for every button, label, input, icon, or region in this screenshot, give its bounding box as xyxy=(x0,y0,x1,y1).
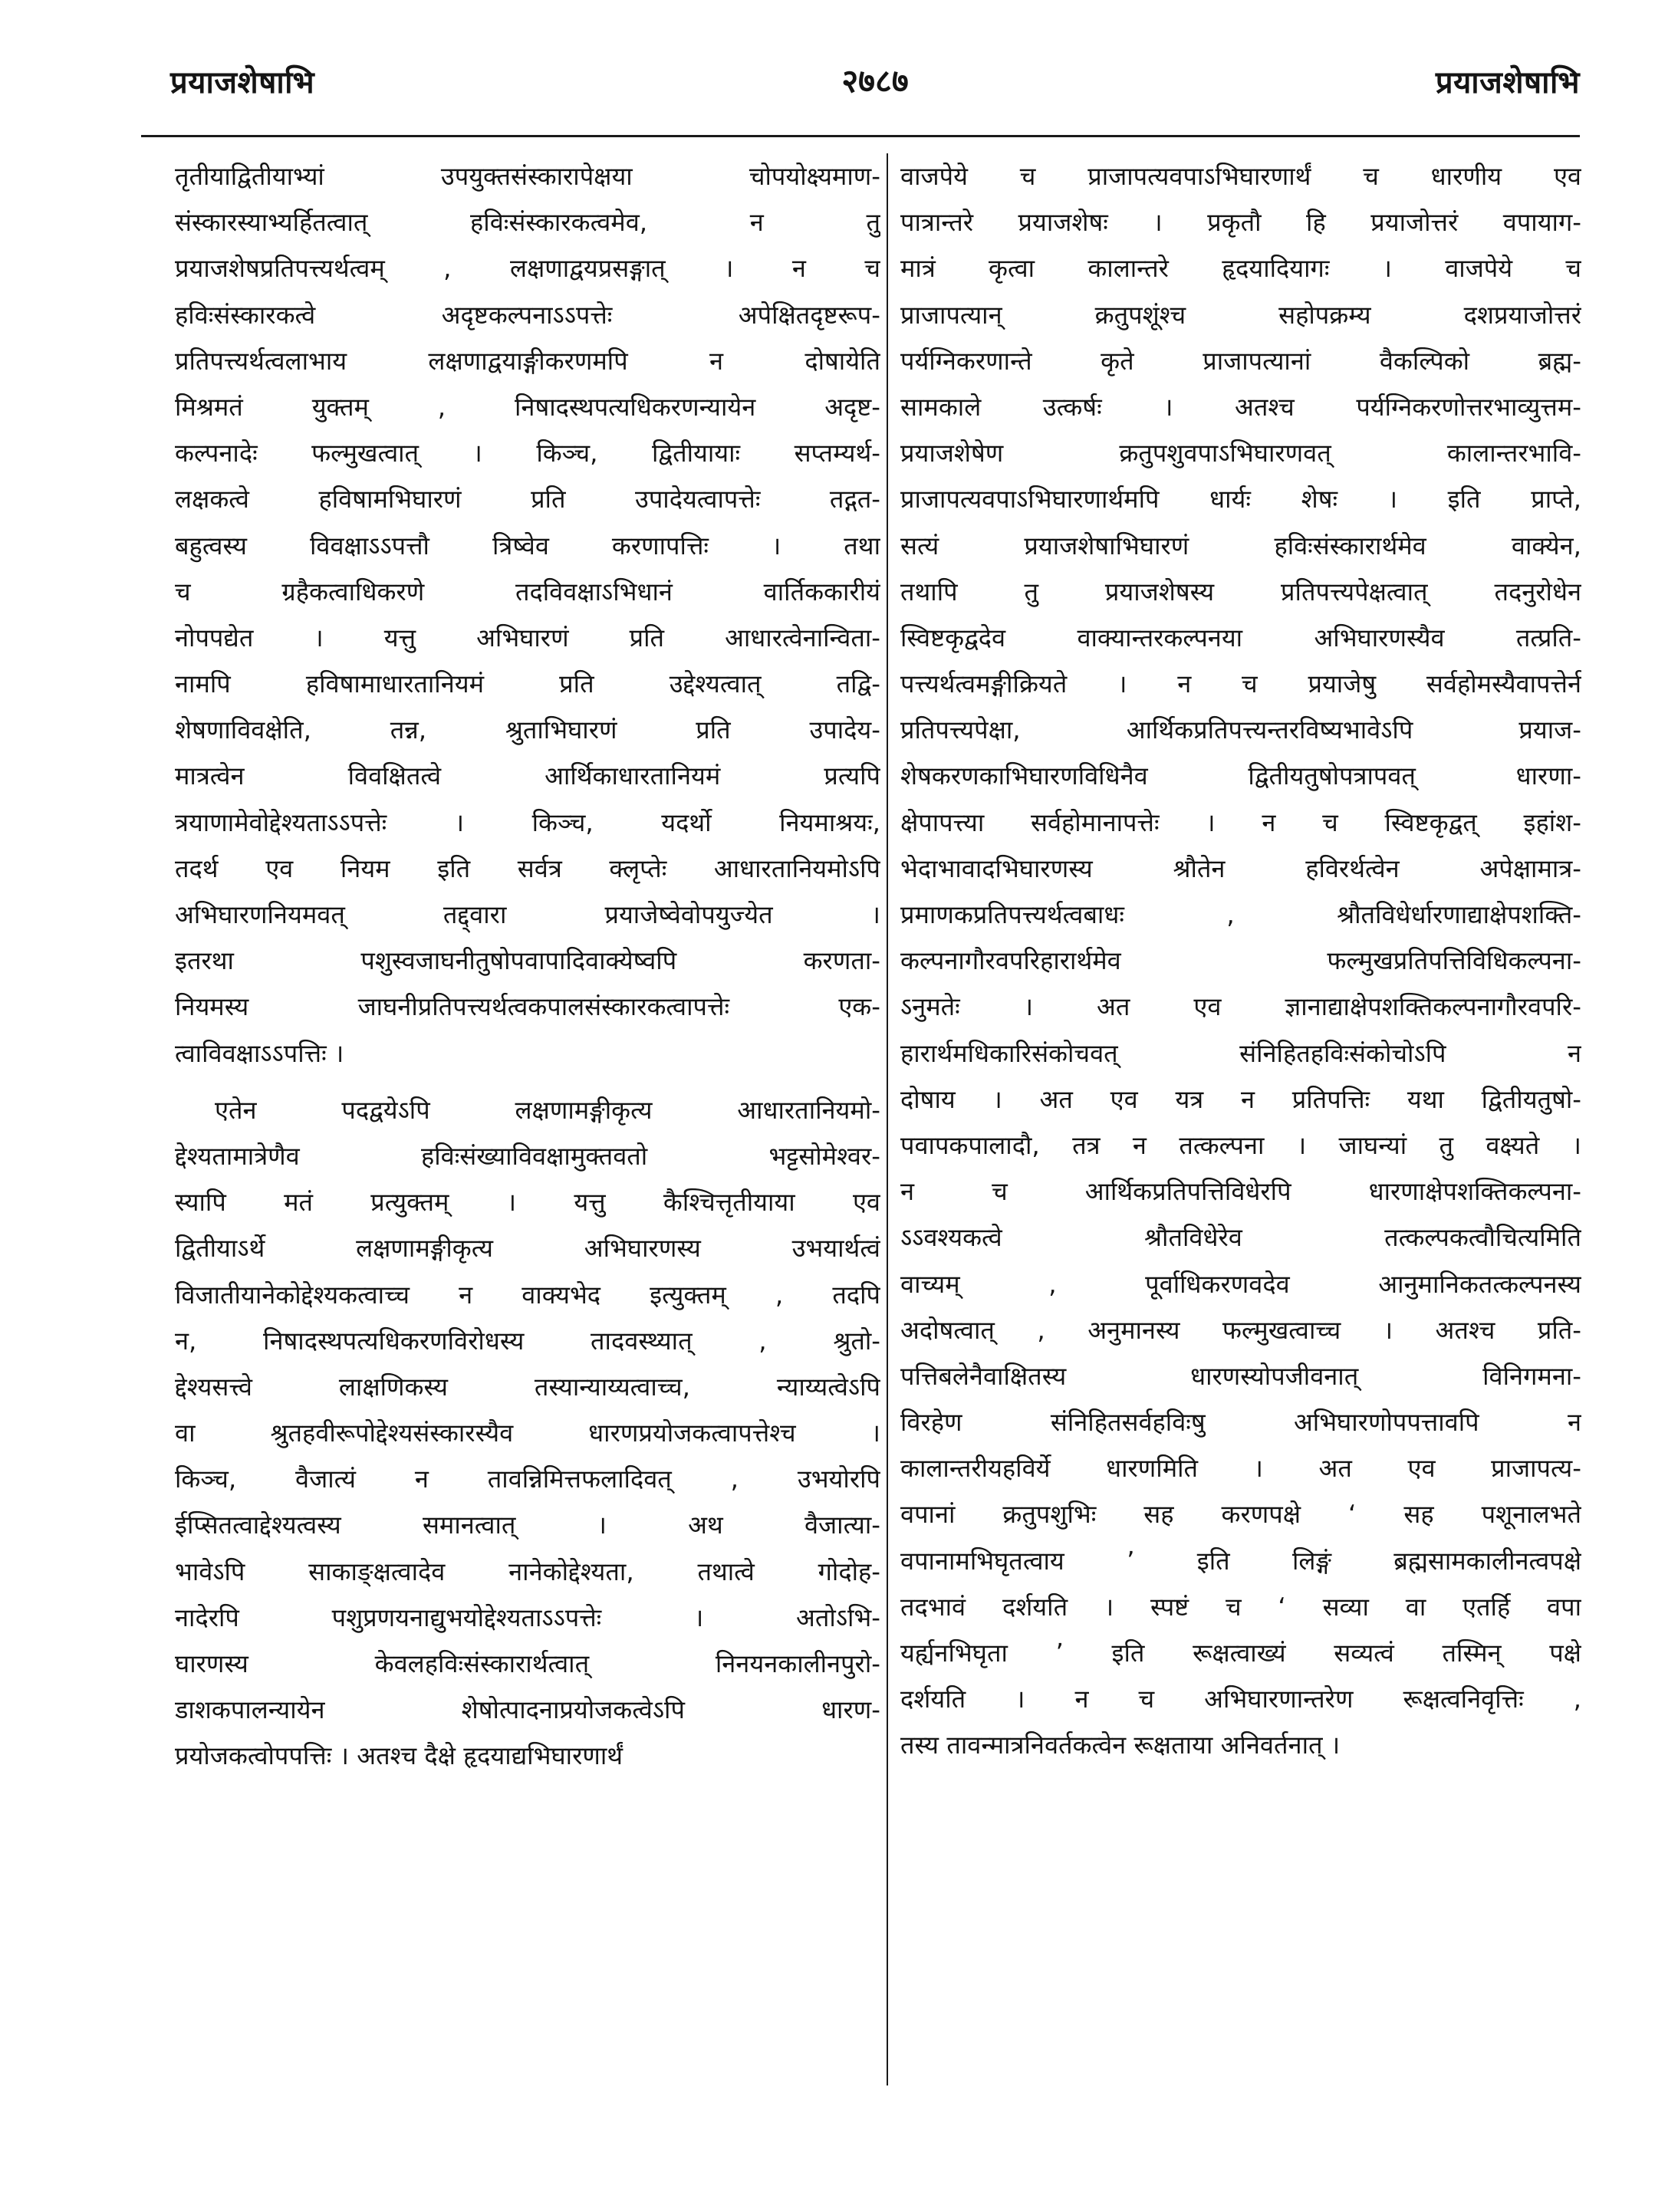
header-right-title: प्रयाजशेषाभि xyxy=(1435,65,1580,100)
text-line: वा श्रुतहवीरूपोद्देश्यसंस्कारस्यैव धारणप्रयोजकत्वापत्तेश्च । xyxy=(175,1418,880,1448)
text-line: तदभावं दर्शयति । स्पष्टं च ‘ सव्या वा एतर्हि वपा xyxy=(900,1592,1581,1622)
text-line: प्रमाणकप्रतिपत्त्यर्थत्वबाधः , श्रौतविधेर्धारणाद्याक्षेपशक्ति- xyxy=(900,900,1581,929)
text-line: तृतीयाद्वितीयाभ्यां उपयुक्तसंस्कारापेक्षया चोपयोक्ष्यमाण- xyxy=(175,162,880,191)
text-line: संस्कारस्याभ्यर्हितत्वात् हविःसंस्कारकत्वमेव, न तु xyxy=(175,208,880,238)
left-column xyxy=(175,153,880,1780)
text-line: नामपि हविषामाधारतानियमं प्रति उद्देश्यत्वात् तद्वि- xyxy=(175,669,880,699)
text-line: शेषकरणकाभिघारणविधिनैव द्वितीयतुषोपत्रापवत् धारणा- xyxy=(900,761,1581,791)
text-line: प्रयाजशेषेण क्रतुपशुवपाऽभिघारणवत् कालान्तरभावि- xyxy=(900,439,1581,468)
text-line: ऽऽवश्यकत्वे श्रौतविधेरेव तत्कल्पकत्वौचित्यमिति xyxy=(900,1223,1581,1253)
text-line: भावेऽपि साकाङ्क्षत्वादेव नानेकोद्देश्यता, तथात्वे गोदोह- xyxy=(175,1556,880,1586)
text-line: पत्त्यर्थत्वमङ्गीक्रियते । न च प्रयाजेषु सर्वहोमस्यैवापत्तेर्न xyxy=(900,669,1581,699)
text-line: पात्रान्तरे प्रयाजशेषः । प्रकृतौ हि प्रयाजोत्तरं वपायाग- xyxy=(900,208,1581,238)
text-line: स्विष्टकृद्वदेव वाक्यान्तरकल्पनया अभिघारणस्यैव तत्प्रति- xyxy=(900,623,1581,652)
text-line: पवापकपालादौ, तत्र न तत्कल्पना । जाघन्यां तु वक्ष्यते । xyxy=(900,1130,1581,1160)
text-line: हविःसंस्कारकत्वे अदृष्टकल्पनाऽऽपत्तेः अपेक्षितदृष्टरूप- xyxy=(175,300,880,330)
text-line: क्षेपापत्त्या सर्वहोमानापत्तेः । न च स्विष्टकृद्वत् इहांश- xyxy=(900,807,1581,837)
text-line: घारणस्य केवलहविःसंस्कारार्थत्वात् निनयनकालीनपुरो- xyxy=(175,1649,880,1678)
text-line: त्वाविवक्षाऽऽपत्तिः । xyxy=(175,1038,344,1068)
text-line: बहुत्वस्य विवक्षाऽऽपत्तौ त्रिष्वेव करणापत्तिः । तथा xyxy=(175,531,880,560)
text-line: मिश्रमतं युक्तम् , निषादस्थपत्यधिकरणन्यायेन अदृष्ट- xyxy=(175,392,880,422)
text-line: विजातीयानेकोद्देश्यकत्वाच्च न वाक्यभेद इत्युक्तम् , तदपि xyxy=(175,1280,880,1310)
text-line: नियमस्य जाघनीप्रतिपत्त्यर्थत्वकपालसंस्कारकत्वापत्तेः एक- xyxy=(175,992,880,1022)
text-line: भेदाभावादभिघारणस्य श्रौतेन हविरर्थत्वेन अपेक्षामात्र- xyxy=(900,853,1581,883)
text-line: तथापि तु प्रयाजशेषस्य प्रतिपत्त्यपेक्षत्वात् तदनुरोधेन xyxy=(900,577,1581,606)
text-line: शेषणाविवक्षेति, तन्न, श्रुताभिघारणं प्रति उपादेय- xyxy=(175,715,880,745)
text-line: किञ्च, वैजात्यं न तावन्निमित्तफलादिवत् , उभयोरपि xyxy=(175,1464,880,1494)
running-header xyxy=(170,60,1580,113)
text-line: न च आर्थिकप्रतिपत्तिविधेरपि धारणाक्षेपशक्तिकल्पना- xyxy=(900,1177,1581,1207)
text-line: त्रयाणामेवोद्देश्यताऽऽपत्तेः । किञ्च, यदर्थो नियमाश्रयः, xyxy=(175,807,880,837)
text-line: नोपपद्येत । यत्तु अभिघारणं प्रति आधारत्वेनान्विता- xyxy=(175,623,880,652)
text-line: हारार्थमधिकारिसंकोचवत् संनिहितहविःसंकोचोऽपि न xyxy=(900,1038,1581,1068)
text-line: द्वितीयाऽर्थे लक्षणामङ्गीकृत्य अभिघारणस्य उभयार्थत्वं xyxy=(175,1234,880,1264)
text-line: प्रयाजशेषप्रतिपत्त्यर्थत्वम् , लक्षणाद्वयप्रसङ्गात् । न च xyxy=(175,254,880,284)
paragraph-gap xyxy=(175,1076,880,1087)
text-line: प्राजापत्यवपाऽभिघारणार्थमपि धार्यः शेषः । इति प्राप्ते, xyxy=(900,485,1581,514)
text-line: तस्य तावन्मात्रनिवर्तकत्वेन रूक्षताया अनिवर्तनात् । xyxy=(900,1730,1341,1760)
text-line: पत्तिबलेनैवाक्षितस्य धारणस्योपजीवनात् विनिगमना- xyxy=(900,1361,1581,1391)
text-line: दर्शयति । न च अभिघारणान्तरेण रूक्षत्वनिवृत्तिः , xyxy=(900,1684,1581,1714)
text-line: वाच्यम् , पूर्वाधिकरणवदेव आनुमानिकतत्कल्पनस्य xyxy=(900,1269,1581,1299)
text-line: अभिघारणनियमवत् तद्द्वारा प्रयाजेष्वेवोपयुज्येत । xyxy=(175,900,880,929)
text-line: लक्षकत्वे हविषामभिघारणं प्रति उपादेयत्वापत्तेः तद्गत- xyxy=(175,485,880,514)
text-line: ऽनुमतेः । अत एव ज्ञानाद्याक्षेपशक्तिकल्पनागौरवपरि- xyxy=(900,992,1581,1022)
header-rule xyxy=(141,135,1580,137)
column-divider xyxy=(887,153,888,2085)
header-left-title: प्रयाजशेषाभि xyxy=(170,65,315,100)
text-line: एतेन पदद्वयेऽपि लक्षणामङ्गीकृत्य आधारतानियमो- xyxy=(215,1095,880,1125)
text-line: नादेरपि पशुप्रणयनाद्युभयोद्देश्यताऽऽपत्तेः । अतोऽभि- xyxy=(175,1602,880,1632)
text-line: सामकाले उत्कर्षः । अतश्च पर्यग्निकरणोत्तरभाव्युत्तम- xyxy=(900,392,1581,422)
text-line: प्राजापत्यान् क्रतुपशूंश्च सहोपक्रम्य दशप्रयाजोत्तरं xyxy=(900,300,1581,330)
text-line: च ग्रहैकत्वाधिकरणे तदविवक्षाऽभिधानं वार्तिककारीयं xyxy=(175,577,880,606)
text-line: कल्पनादेः फल्मुखत्वात् । किञ्च, द्वितीयायाः सप्तम्यर्थ- xyxy=(175,439,880,468)
text-line: यर्ह्यनभिघृता ’ इति रूक्षत्वाख्यं सव्यत्वं तस्मिन् पक्षे xyxy=(900,1638,1581,1668)
text-line: वपानां क्रतुपशुभिः सह करणपक्षे ‘ सह पशूनालभते xyxy=(900,1500,1581,1530)
text-line: तदर्थ एव नियम इति सर्वत्र क्लृप्तेः आधारतानियमोऽपि xyxy=(175,853,880,883)
text-line: सत्यं प्रयाजशेषाभिघारणं हविःसंस्कारार्थमेव वाक्येन, xyxy=(900,531,1581,560)
text-line: प्रतिपत्त्यर्थत्वलाभाय लक्षणाद्वयाङ्गीकरणमपि न दोषायेति xyxy=(175,346,880,376)
right-column xyxy=(900,153,1581,1769)
text-line: वाजपेये च प्राजापत्यवपाऽभिघारणार्थं च धारणीय एव xyxy=(900,162,1581,191)
text-line: न, निषादस्थपत्यधिकरणविरोधस्य तादवस्थ्यात् , श्रुतो- xyxy=(175,1326,880,1356)
text-line: डाशकपालन्यायेन शेषोत्पादनाप्रयोजकत्वेऽपि धारण- xyxy=(175,1695,880,1725)
text-line: द्देश्यतामात्रेणैव हविःसंख्याविवक्षामुक्तवतो भट्टसोमेश्वर- xyxy=(175,1141,880,1171)
text-line: ईप्सितत्वाद्देश्यत्वस्य समानत्वात् । अथ वैजात्या- xyxy=(175,1510,880,1540)
text-line: प्रतिपत्त्यपेक्षा, आर्थिकप्रतिपत्त्यन्तरविष्यभावेऽपि प्रयाज- xyxy=(900,715,1581,745)
text-line: मात्रं कृत्वा कालान्तरे हृदयादियागः । वाजपेये च xyxy=(900,254,1581,284)
text-line: द्देश्यसत्त्वे लाक्षणिकस्य तस्यान्याय्यत्वाच्च, न्याय्यत्वेऽपि xyxy=(175,1372,880,1402)
text-line: मात्रत्वेन विवक्षितत्वे आर्थिकाधारतानियमं प्रत्यपि xyxy=(175,761,880,791)
text-line: वपानामभिघृतत्वाय ’ इति लिङ्गं ब्रह्मसामकालीनत्वपक्षे xyxy=(900,1546,1581,1576)
text-line: स्यापि मतं प्रत्युक्तम् । यत्तु कैश्चित्तृतीयाया एव xyxy=(175,1188,880,1218)
text-line: प्रयोजकत्वोपपत्तिः । अतश्च दैक्षे हृदयाद्यभिघारणार्थं xyxy=(175,1741,624,1771)
text-line: इतरथा पशुस्वजाघनीतुषोपवापादिवाक्येष्वपि करणता- xyxy=(175,946,880,976)
text-line: अदोषत्वात् , अनुमानस्य फल्मुखत्वाच्च । अतश्च प्रति- xyxy=(900,1315,1581,1345)
text-line: दोषाय । अत एव यत्र न प्रतिपत्तिः यथा द्वितीयतुषो- xyxy=(900,1084,1581,1114)
text-line: विरहेण संनिहितसर्वहविःषु अभिघारणोपपत्तावपि न xyxy=(900,1408,1581,1438)
text-line: कालान्तरीयहविर्ये धारणमिति । अत एव प्राजापत्य- xyxy=(900,1454,1581,1484)
text-line: कल्पनागौरवपरिहारार्थमेव फल्मुखप्रतिपत्तिविधिकल्पना- xyxy=(900,946,1581,976)
text-line: पर्यग्निकरणान्ते कृते प्राजापत्यानां वैकल्पिको ब्रह्म- xyxy=(900,346,1581,376)
page-number: २७८७ xyxy=(841,62,909,100)
